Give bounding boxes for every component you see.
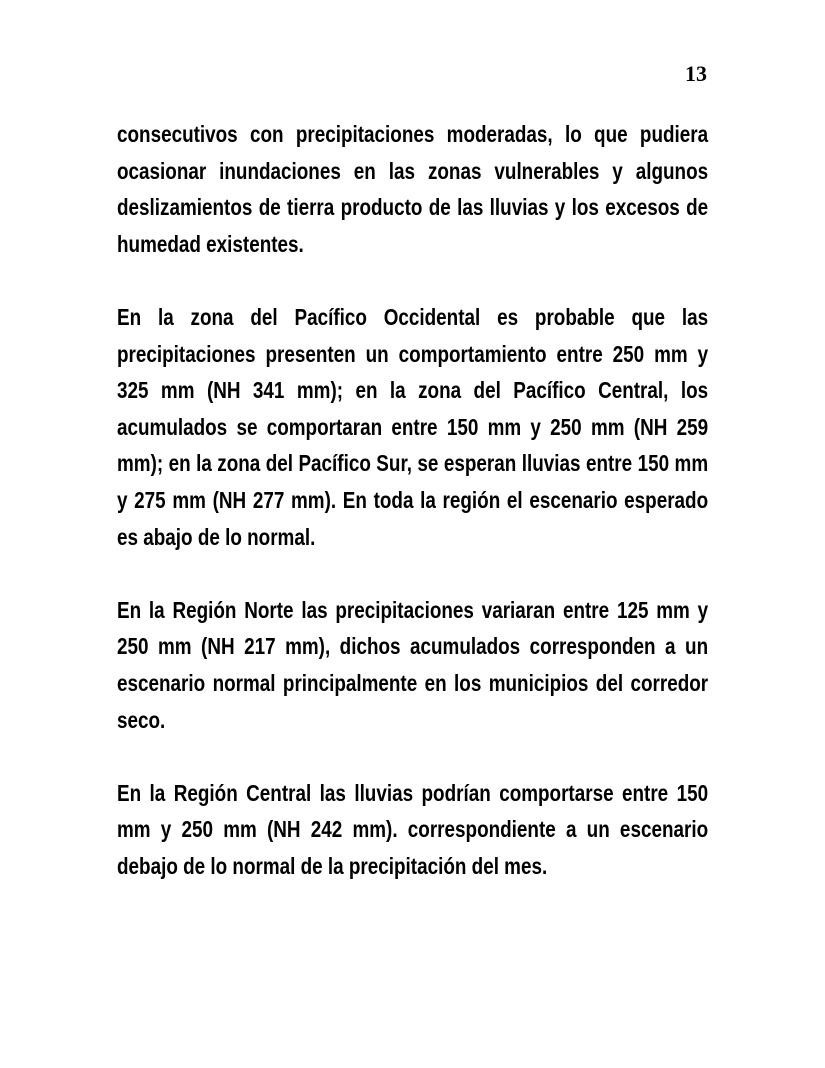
paragraph-rain-impacts: consecutivos con precipitaciones moderadas, lo que pudiera ocasionar inundaciones en las zonas vulnerables y algunos deslizamientos de tierra producto de las lluvias y los excesos de humedad existentes. [117,121,709,257]
paragraph-region-norte: En la Región Norte las precipitaciones variaran entre 125 mm y 250 mm (NH 217 mm), dichos acumulados corresponden a un escenario normal principalmente en los municipios del corredor seco. [117,596,709,733]
page-number: 13 [685,61,707,86]
paragraph-region-central: En la Región Central las lluvias podrían comportarse entre 150 mm y 250 mm (NH 242 mm). correspondiente a un escenario debajo de lo normal de la precipitación del mes. [117,779,709,879]
paragraph-pacific-zones: En la zona del Pacífico Occidental es probable que las precipitaciones presenten un comportamiento entre 250 mm y 325 mm (NH 341 mm); en la zona del Pacífico Central, los acumulados se comportaran entre 150 mm y 250 mm (NH 259 mm); en la zona del Pacífico Sur, se esperan lluvias entre 150 mm y 275 mm (NH 277 mm). En toda la región el escenario esperado es abajo de lo normal. [117,303,709,550]
document-body [117,116,708,884]
